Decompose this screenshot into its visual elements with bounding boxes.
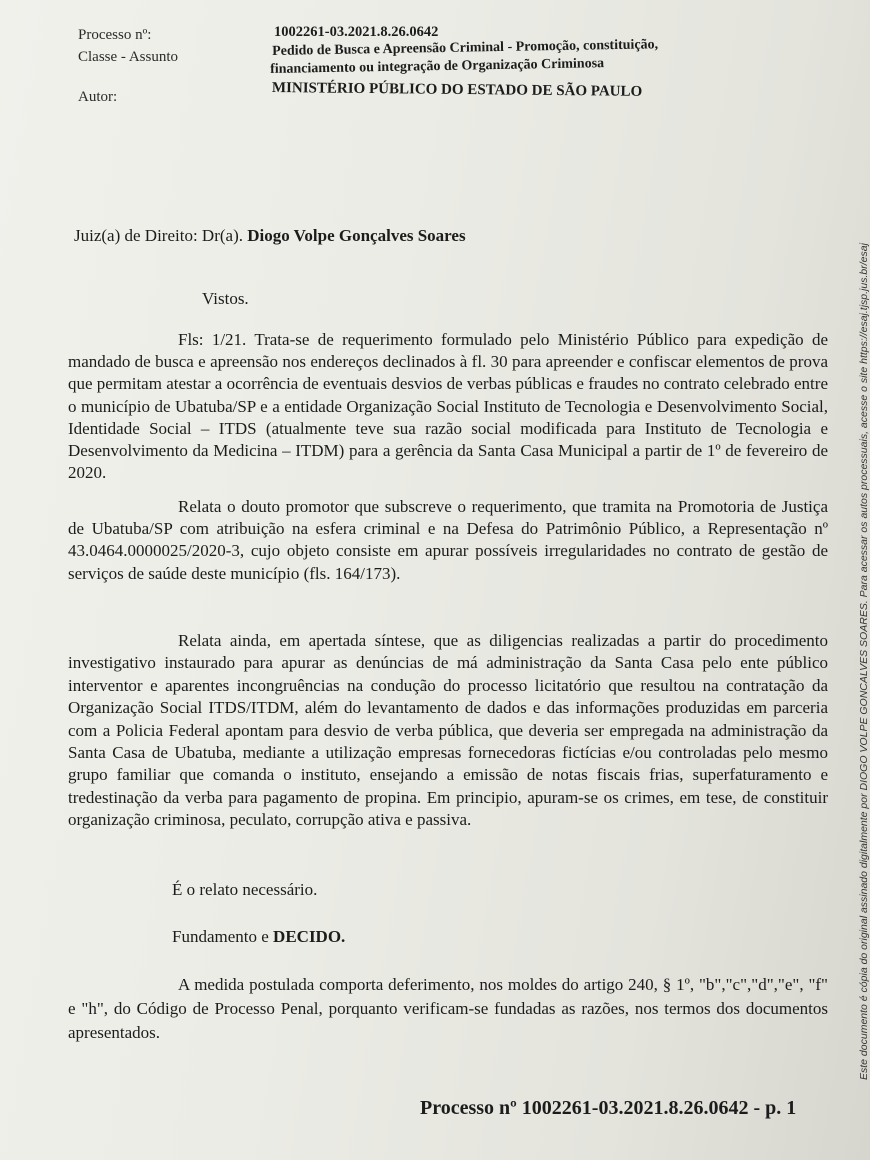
decido-text: DECIDO. [273,927,346,946]
judge-line [74,226,466,246]
page-footer: Processo nº 1002261-03.2021.8.26.0642 - p. 1 [420,1097,797,1119]
fundamento-line [172,927,345,947]
paragraph-2: Relata o douto promotor que subscreve o requerimento, que tramita na Promotoria de Justiça de Ubatuba/SP com atribuição na esfera criminal e na Defesa do Patrimônio Público, a Representação nº 43.0464.0000025/2020-3, cujo objeto consiste em apurar possíveis irregularidades no contrato de gestão de serviços de saúde deste município (fls. 164/173). [68,497,828,583]
paragraph-1: Fls: 1/21. Trata-se de requerimento formulado pelo Ministério Público para expedição de mandado de busca e apreensão nos endereços declinados à fl. 30 para apreender e confiscar elementos de prova que permitam atestar a ocorrência de eventuais desvios de verbas públicas e fraudes no contrato celebrado entre o município de Ubatuba/SP e a entidade Organização Social Instituto de Tecnologia e Desenvolvimento Social, Identidade Social – ITDS (atualmente teve sua razão social modificada para Instituto de Tecnologia e Desenvolvimento da Medicina – ITDM) para a gerência da Santa Casa Municipal a partir de 1º de fevereiro de 2020. [68,330,828,483]
digital-signature-note: Este documento é cópia do original assinado digitalmente por DIOGO VOLPE GONCALVES SOARES. Para acessar os autos processuais, acesse o site https://esaj.tjsp.jus.br/esaj [858,243,870,1080]
relato-necessario: É o relato necessário. [172,880,318,899]
classe-label: Classe - Assunto [78,49,179,65]
classe-line-2: financiamento ou integração de Organização Criminosa [270,56,605,77]
vistos: Vistos. [202,289,249,308]
processo-number: 1002261-03.2021.8.26.0642 [274,24,439,40]
paragraph-4: A medida postulada comporta deferimento, nos moldes do artigo 240, § 1º, "b","c","d","e", "f" e "h", do Código de Processo Penal, porquanto verificam-se fundadas as razões, nos termos dos documentos apresentados. [68,975,828,1042]
classe-line-1: Pedido de Busca e Apreensão Criminal - Promoção, constituição, [272,37,659,59]
processo-label: Processo nº: [78,27,152,43]
judge-name: Diogo Volpe Gonçalves Soares [247,226,466,245]
fundamento-text: Fundamento e [172,927,269,946]
autor-value: MINISTÉRIO PÚBLICO DO ESTADO DE SÃO PAULO [271,80,643,100]
judge-label: Juiz(a) de Direito: Dr(a). [74,226,243,245]
paragraph-3: Relata ainda, em apertada síntese, que as diligencias realizadas a partir do procedimento investigativo instaurado para apurar as denúncias de má administração da Santa Casa pelo ente público interventor e aparentes incongruências na condução do processo licitatório que resultou na contratação da Organização Social ITDS/ITDM, além do levantamento de dados e das informações produzidas em parceria com a Policia Federal apontam para desvio de verba pública, que deveria ser empregada na administração da Santa Casa de Ubatuba, mediante a utilização empresas fornecedoras fictícias e/ou controladas pelo mesmo grupo familiar que comanda o instituto, ensejando a emissão de notas fiscais frias, superfaturamento e tredestinação da verba para pagamento de propina. Em principio, apuram-se os crimes, em tese, de constituir organização criminosa, peculato, corrupção ativa e passiva. [68,631,828,830]
autor-label: Autor: [78,89,118,105]
